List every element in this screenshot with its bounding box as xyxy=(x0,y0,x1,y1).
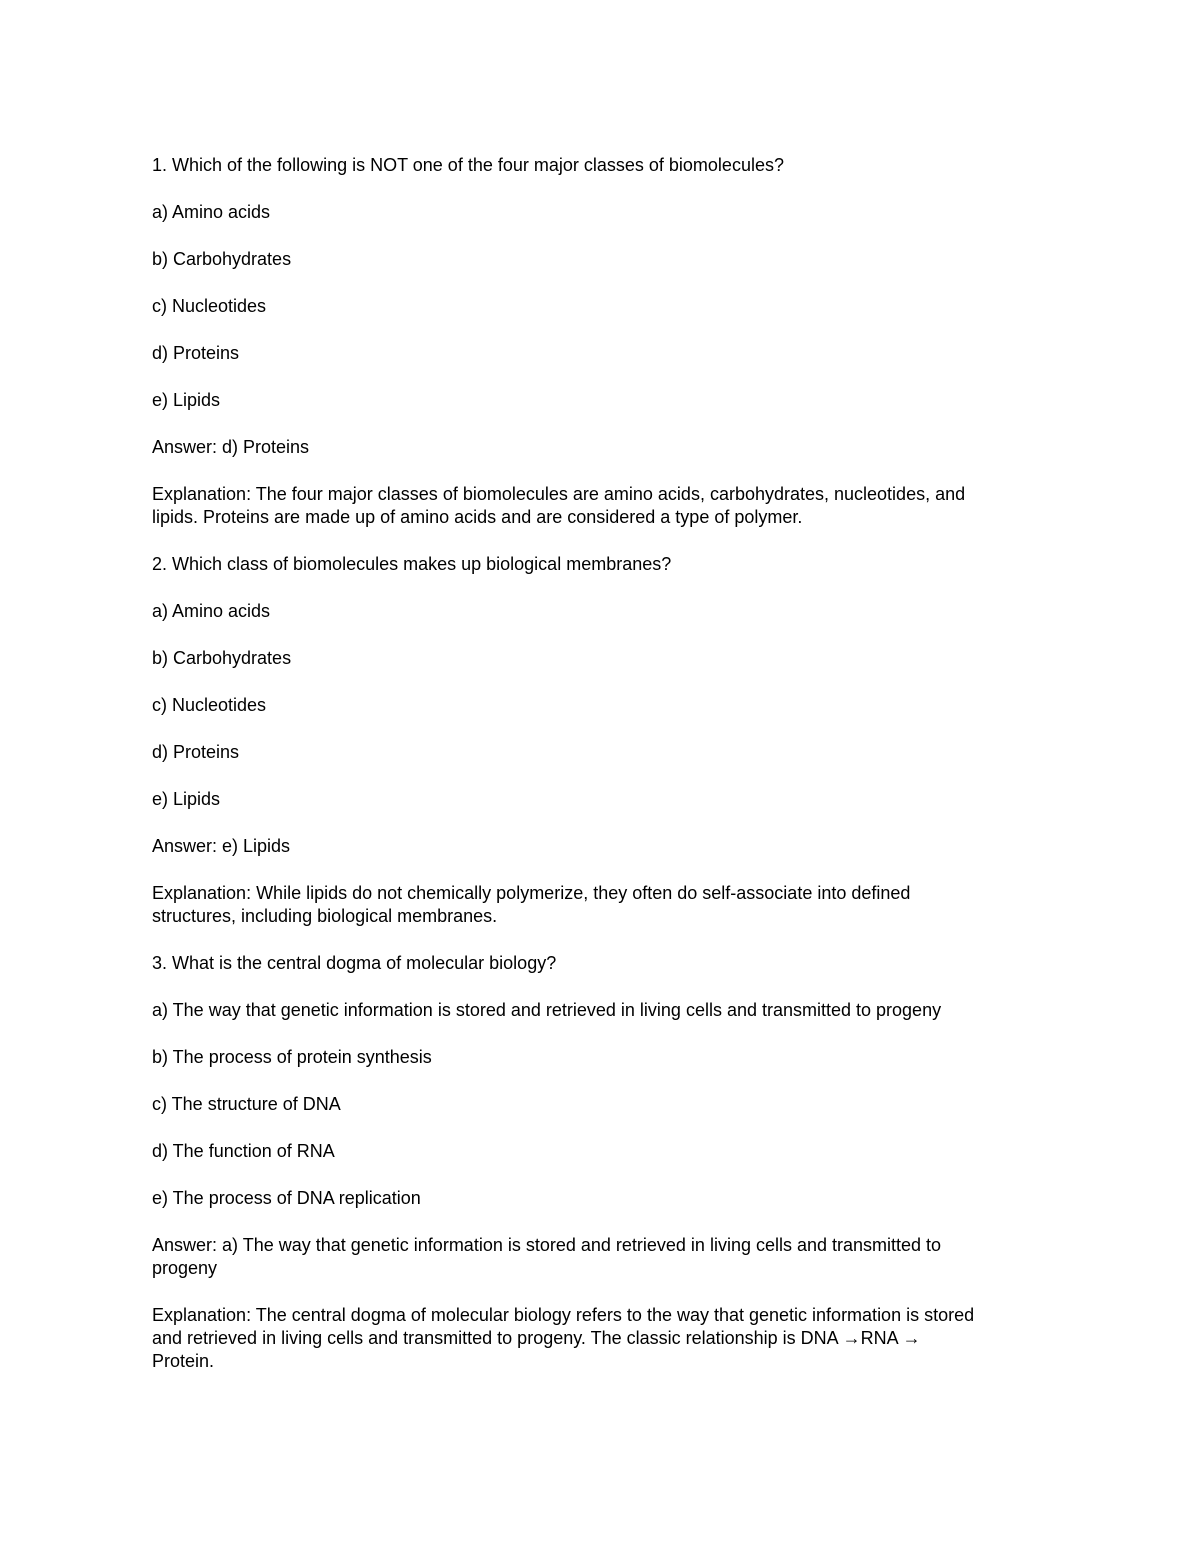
question-1 xyxy=(152,154,1057,529)
question-3 xyxy=(152,952,1057,1373)
question-2 xyxy=(152,553,1057,928)
explanation-line: Protein. xyxy=(152,1351,215,1371)
option-a: a) The way that genetic information is stored and retrieved in living cells and transmitted to progeny xyxy=(152,1000,942,1020)
explanation-line: Explanation: The central dogma of molecular biology refers to the way that genetic information is stored xyxy=(152,1305,975,1325)
explanation-line: lipids. Proteins are made up of amino acids and are considered a type of polymer. xyxy=(152,507,803,527)
question-text: 2. Which class of biomolecules makes up biological membranes? xyxy=(152,554,672,574)
explanation-line: and retrieved in living cells and transmitted to progeny. The classic relationship is DNA →RNA → xyxy=(152,1328,921,1348)
answer-line: Answer: a) The way that genetic information is stored and retrieved in living cells and transmitted to xyxy=(152,1235,942,1255)
option-c: c) Nucleotides xyxy=(152,296,267,316)
option-e: e) Lipids xyxy=(152,390,221,410)
explanation xyxy=(152,1304,1057,1373)
option-d: d) Proteins xyxy=(152,343,240,363)
option-e: e) The process of DNA replication xyxy=(152,1188,421,1208)
option-a: a) Amino acids xyxy=(152,202,271,222)
option-b: b) The process of protein synthesis xyxy=(152,1047,432,1067)
answer-text: Answer: d) Proteins xyxy=(152,437,310,457)
option-b: b) Carbohydrates xyxy=(152,648,292,668)
option-e: e) Lipids xyxy=(152,789,221,809)
option-d: d) Proteins xyxy=(152,742,240,762)
answer-text: Answer: e) Lipids xyxy=(152,836,291,856)
document-body xyxy=(152,154,1057,1373)
question-text: 1. Which of the following is NOT one of the four major classes of biomolecules? xyxy=(152,155,784,175)
explanation xyxy=(152,882,1057,928)
explanation-line: Explanation: The four major classes of biomolecules are amino acids, carbohydrates, nucleotides, and xyxy=(152,484,966,504)
explanation xyxy=(152,483,1057,529)
question-text: 3. What is the central dogma of molecular biology? xyxy=(152,953,557,973)
explanation-line: Explanation: While lipids do not chemically polymerize, they often do self-associate into defined xyxy=(152,883,911,903)
option-c: c) Nucleotides xyxy=(152,695,267,715)
option-c: c) The structure of DNA xyxy=(152,1094,341,1114)
option-d: d) The function of RNA xyxy=(152,1141,335,1161)
explanation-line: structures, including biological membranes. xyxy=(152,906,498,926)
option-b: b) Carbohydrates xyxy=(152,249,292,269)
answer-text xyxy=(152,1234,1057,1280)
option-a: a) Amino acids xyxy=(152,601,271,621)
answer-line: progeny xyxy=(152,1258,218,1278)
